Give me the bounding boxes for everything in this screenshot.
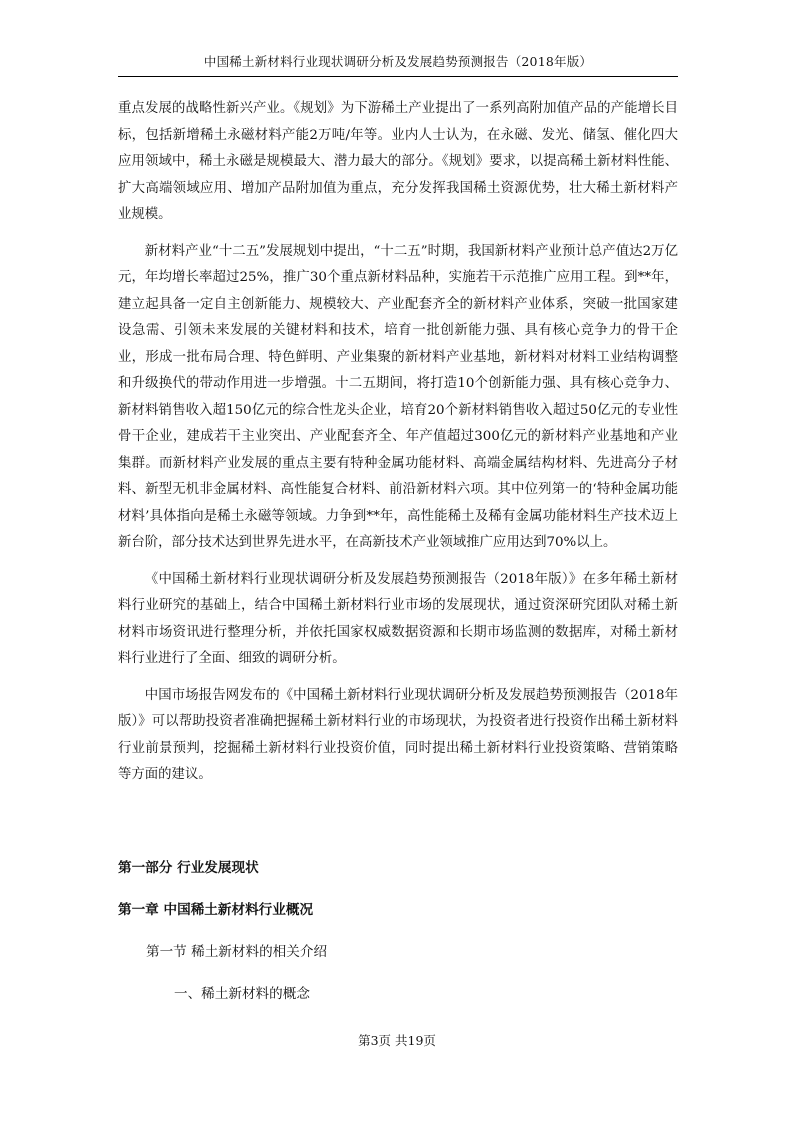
chapter-heading: 第一章 中国稀土新材料行业概况	[118, 901, 314, 918]
subsection-heading: 一、稀土新材料的概念	[174, 985, 310, 1002]
body-paragraph-4: 中国市场报告网发布的《中国稀土新材料行业现状调研分析及发展趋势预测报告（2018年版）》可以帮助投资者准确把握稀土新材料行业的市场现状，为投资者进行投资作出稀土新材料行业前景预判，挖掘稀土新材料行业投资价值，同时提出稀土新材料行业投资策略、营销策略等方面的建议。	[118, 687, 678, 782]
running-header: 中国稀土新材料行业现状调研分析及发展趋势预测报告（2018年版）	[203, 54, 593, 69]
part-heading: 第一部分 行业发展现状	[118, 859, 259, 876]
body-paragraph-2: 新材料产业“十二五”发展规划中提出，“十二五”时期，我国新材料产业预计总产值达2万亿元，年均增长率超过25%，推广30个重点新材料品种，实施若干示范推广应用工程。到**年，建立起具备一定自主创新能力、规模较大、产业配套齐全的新材料产业体系，突破一批国家建设急需、引领未来发展的关键材料和技术，培育一批创新能力强、具有核心竞争力的骨干企业，形成一批布局合理、特色鲜明、产业集聚的新材料产业基地，新材料对材料工业结构调整和升级换代的带动作用进一步增强。十二五期间，将打造10个创新能力强、具有核心竞争力、新材料销售收入超150亿元的综合性龙头企业，培育20个新材料销售收入超过50亿元的专业性骨干企业，建成若干主业突出、产业配套齐全、年产值超过300亿元的新材料产业基地和产业集群。而新材料产业发展的重点主要有特种金属功能材料、高端金属结构材料、先进高分子材料、新型无机非金属材料、高性能复合材料、前沿新材料六项。其中位列第一的‘特种金属功能材料’具体指向是稀土永磁等领域。力争到**年，高性能稀土及稀有金属功能材料生产技术迈上新台阶，部分技术达到世界先进水平，在高新技术产业领域推广应用达到70%以上。	[118, 243, 678, 550]
body-paragraph-1: 重点发展的战略性新兴产业。《规划》为下游稀土产业提出了一系列高附加值产品的产能增长目标，包括新增稀土永磁材料产能2万吨/年等。业内人士认为，在永磁、发光、储氢、催化四大应用领域中，稀土永磁是规模最大、潜力最大的部分。《规划》要求，以提高稀土新材料性能、扩大高端领域应用、增加产品附加值为重点，充分发挥我国稀土资源优势，壮大稀土新材料产业规模。	[118, 101, 678, 222]
section-heading: 第一节 稀土新材料的相关介绍	[146, 943, 328, 960]
body-paragraph-3: 《中国稀土新材料行业现状调研分析及发展趋势预测报告（2018年版）》在多年稀土新材料行业研究的基础上，结合中国稀土新材料行业市场的发展现状，通过资深研究团队对稀土新材料市场资讯进行整理分析，并依托国家权威数据资源和长期市场监测的数据库，对稀土新材料行业进行了全面、细致的调研分析。	[118, 571, 678, 666]
document-body	[118, 96, 678, 1007]
page-number: 第3页 共19页	[358, 1033, 436, 1048]
header-rule	[118, 76, 678, 77]
